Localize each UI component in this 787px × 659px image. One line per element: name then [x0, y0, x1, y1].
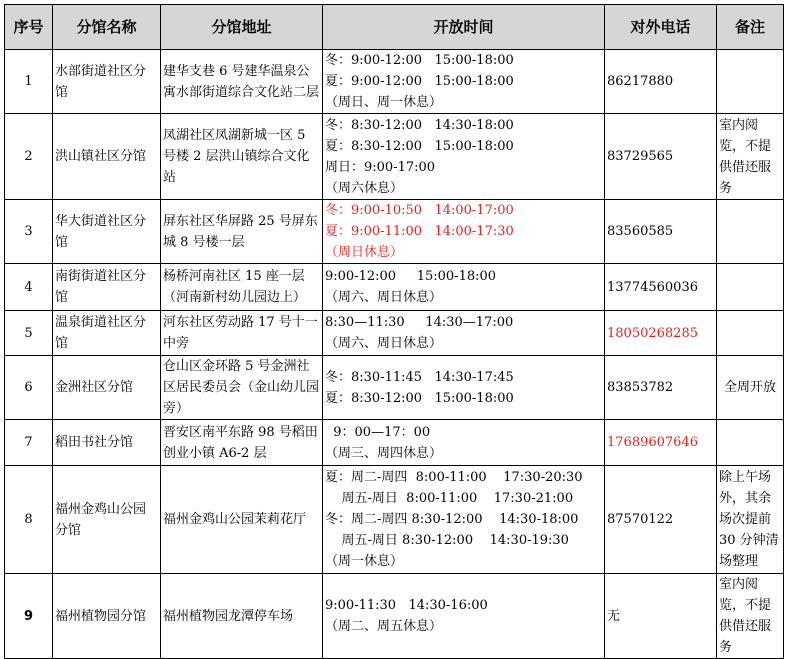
opening-hours	[323, 311, 605, 356]
note: 除上午场外，其余场次提前 30 分钟清场整理	[717, 466, 784, 574]
branch-address: 福州金鸡山公园茉莉花厅	[161, 466, 323, 574]
table-row	[5, 420, 784, 466]
phone-number: 87570122	[605, 466, 717, 574]
row-number: 4	[5, 264, 53, 311]
opening-hours	[323, 466, 605, 574]
hours-line: 周日：9:00-17:00	[325, 159, 436, 175]
phone-number: 13774560036	[605, 264, 717, 311]
branch-name: 水部街道社区分馆	[53, 50, 161, 114]
note	[717, 420, 784, 466]
header-cell-name: 分馆名称	[53, 5, 161, 50]
hours-line: （周六、周日休息）	[325, 290, 443, 305]
header-cell-address: 分馆地址	[161, 5, 323, 50]
hours-line: 9:00-11:30 14:30-16:00	[325, 598, 488, 613]
header-row	[5, 5, 784, 50]
note: 室内阅览，不提供借还服务	[717, 574, 784, 659]
opening-hours	[323, 420, 605, 466]
row-number: 2	[5, 114, 53, 200]
hours-line: 冬：8:30-11:45 14:30-17:45	[325, 369, 514, 385]
hours-line: 夏：8:30-12:00 15:00-18:00	[325, 390, 514, 406]
hours-line: 冬：9:00-10:50 14:00-17:00	[325, 203, 514, 218]
opening-hours	[323, 200, 605, 264]
phone-number: 83853782	[605, 356, 717, 420]
opening-hours	[323, 50, 605, 114]
phone-number: 83560585	[605, 200, 717, 264]
header-cell-hours: 开放时间	[323, 5, 605, 50]
row-number: 6	[5, 356, 53, 420]
row-number: 3	[5, 200, 53, 264]
hours-line: 夏：8:30-12:00 15:00-18:00	[325, 138, 514, 154]
note	[717, 200, 784, 264]
note	[717, 264, 784, 311]
library-branch-table	[4, 4, 784, 659]
header-cell-phone: 对外电话	[605, 5, 717, 50]
hours-line: （周二、周五休息）	[325, 619, 443, 634]
hours-line: 夏：9:00-11:00 14:00-17:30	[325, 224, 514, 239]
hours-line: 周五-周日 8:30-12:00 14:30-19:30	[325, 533, 569, 548]
row-number: 5	[5, 311, 53, 356]
table-row	[5, 311, 784, 356]
opening-hours	[323, 356, 605, 420]
branch-name: 稻田书社分馆	[53, 420, 161, 466]
hours-line: 冬：9:00-12:00 15:00-18:00	[325, 53, 514, 68]
hours-line: （周一休息）	[325, 554, 404, 569]
branch-name: 金洲社区分馆	[53, 356, 161, 420]
branch-address: 晋安区南平东路 98 号稻田创业小镇 A6-2 层	[161, 420, 323, 466]
row-number: 8	[5, 466, 53, 574]
table-row	[5, 574, 784, 659]
branch-name: 华大街道社区分馆	[53, 200, 161, 264]
hours-line: 夏：周二-周四 8:00-11:00 17:30-20:30	[325, 470, 583, 485]
hours-line: 8:30—11:30 14:30—17:00	[325, 315, 514, 330]
opening-hours	[323, 114, 605, 200]
hours-line: （周六休息）	[325, 180, 404, 196]
hours-line: 9：00—17：00	[325, 424, 431, 440]
table-row	[5, 114, 784, 200]
row-number: 1	[5, 50, 53, 114]
branch-address: 杨桥河南社区 15 座一层（河南新村幼儿园边上）	[161, 264, 323, 311]
phone-number: 83729565	[605, 114, 717, 200]
branch-address: 建华支巷 6 号建华温泉公寓水部街道综合文化站二层	[161, 50, 323, 114]
hours-line: （周六、周日休息）	[325, 336, 443, 351]
note: 室内阅览，不提供借还服务	[717, 114, 784, 200]
hours-line: 冬：8:30-12:00 14:30-18:00	[325, 117, 514, 133]
hours-line: 夏：9:00-12:00 15:00-18:00	[325, 74, 514, 89]
opening-hours	[323, 264, 605, 311]
branch-name: 福州金鸡山公园分馆	[53, 466, 161, 574]
note	[717, 311, 784, 356]
table-row	[5, 264, 784, 311]
table-row	[5, 466, 784, 574]
note	[717, 50, 784, 114]
header-cell-note: 备注	[717, 5, 784, 50]
phone-number: 无	[605, 574, 717, 659]
hours-line: 9:00-12:00 15:00-18:00	[325, 269, 497, 284]
branch-address: 福州植物园龙潭停车场	[161, 574, 323, 659]
hours-line: （周三、周四休息）	[325, 445, 443, 461]
table-row	[5, 356, 784, 420]
hours-line: （周日休息）	[325, 245, 404, 260]
table-row	[5, 50, 784, 114]
branch-name: 南街街道社区分馆	[53, 264, 161, 311]
phone-number: 17689607646	[605, 420, 717, 466]
branch-address: 仓山区金环路 5 号金洲社区居民委员会（金山幼儿园旁）	[161, 356, 323, 420]
hours-line: （周日、周一休息）	[325, 95, 443, 110]
hours-line: 冬：周二-周四 8:30-12:00 14:30-18:00	[325, 512, 579, 527]
hours-line: 周五-周日 8:00-11:00 17:30-21:00	[325, 491, 574, 506]
branch-address: 屏东社区华屏路 25 号屏东城 8 号楼一层	[161, 200, 323, 264]
phone-number: 18050268285	[605, 311, 717, 356]
row-number: 7	[5, 420, 53, 466]
branch-name: 福州植物园分馆	[53, 574, 161, 659]
branch-name: 温泉街道社区分馆	[53, 311, 161, 356]
header-cell-no: 序号	[5, 5, 53, 50]
note: 全周开放	[717, 356, 784, 420]
table-row	[5, 200, 784, 264]
branch-address: 河东社区劳动路 17 号十一中旁	[161, 311, 323, 356]
branch-name: 洪山镇社区分馆	[53, 114, 161, 200]
phone-number: 86217880	[605, 50, 717, 114]
row-number: 9	[5, 574, 53, 659]
opening-hours	[323, 574, 605, 659]
branch-address: 凤湖社区凤湖新城一区 5 号楼 2 层洪山镇综合文化站	[161, 114, 323, 200]
